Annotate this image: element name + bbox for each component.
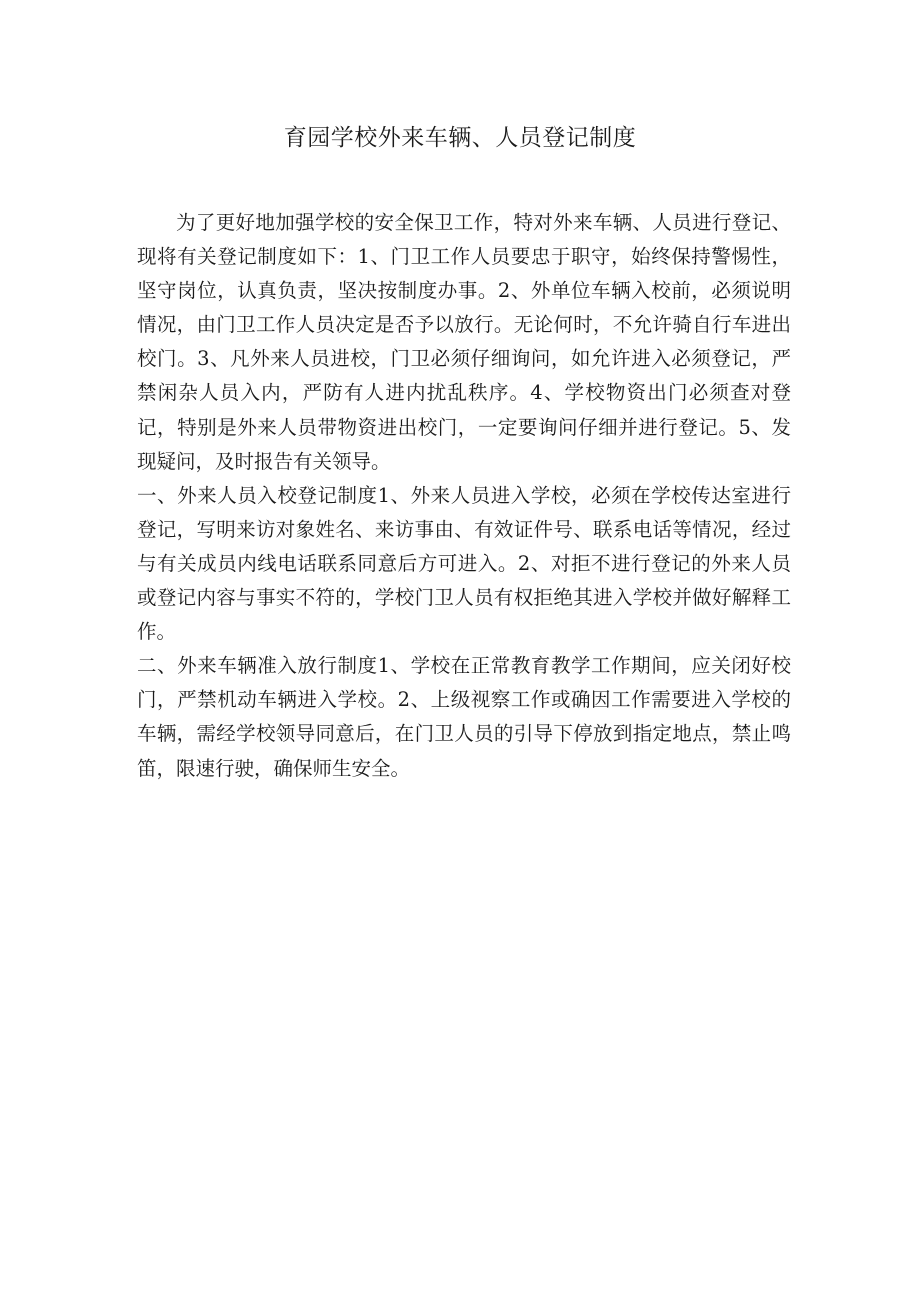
paragraph-vehicle-access: 二、外来车辆准入放行制度1、学校在正常教育教学工作期间，应关闭好校门，严禁机动车辆进入学校。2、上级视察工作或确因工作需要进入学校的车辆，需经学校领导同意后，在门卫人员的引导下停放到指定地点，禁止鸣笛，限速行驶，确保师生安全。 [137,654,791,780]
document-body [137,206,791,786]
paragraph-visitor-registration: 一、外来人员入校登记制度1、外来人员进入学校，必须在学校传达室进行登记，写明来访对象姓名、来访事由、有效证件号、联系电话等情况，经过与有关成员内线电话联系同意后方可进入。2、对拒不进行登记的外来人员或登记内容与事实不符的，学校门卫人员有权拒绝其进入学校并做好解释工作。 [137,483,791,644]
document-title: 育园学校外来车辆、人员登记制度 [283,125,637,151]
paragraph-intro: 为了更好地加强学校的安全保卫工作，特对外来车辆、人员进行登记、现将有关登记制度如下：1、门卫工作人员要忠于职守，始终保持警惕性，坚守岗位，认真负责，坚决按制度办事。2、外单位车辆入校前，必须说明情况，由门卫工作人员决定是否予以放行。无论何时，不允许骑自行车进出校门。3、凡外来人员进校，门卫必须仔细询问，如允许进入必须登记，严禁闲杂人员入内，严防有人进内扰乱秩序。4、学校物资出门必须查对登记，特别是外来人员带物资进出校门，一定要询问仔细并进行登记。5、发现疑问，及时报告有关领导。 [137,211,791,473]
